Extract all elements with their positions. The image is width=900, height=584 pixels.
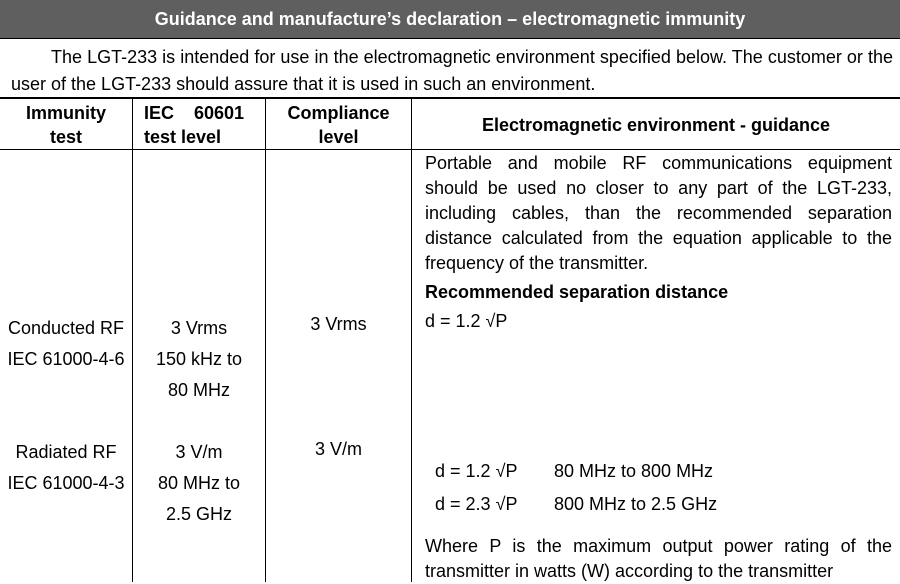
header-guidance: Electromagnetic environment - guidance: [481, 115, 831, 135]
header-bottom-border: [0, 149, 900, 150]
conducted-rf-level: 3 Vrms 150 kHz to 80 MHz: [155, 318, 243, 400]
column-divider-2: [265, 98, 266, 582]
guidance-footer: Where P is the maximum output power rating of the transmitter in watts (W) according to the transmitter: [425, 536, 892, 581]
formula-radiated-1: d = 1.2 √P 80 MHz to 800 MHz: [435, 461, 714, 481]
header-immunity-test: Immunity test: [25, 103, 106, 147]
page-title: Guidance and manufacture’s declaration – electromagnetic immunity: [0, 0, 900, 38]
radiated-rf-compliance: 3 V/m: [314, 439, 362, 459]
header-test-level: IEC 60601 test level: [144, 103, 245, 147]
intro-paragraph: The LGT-233 is intended for use in the electromagnetic environment specified below. The customer or the user of the LGT-233 should assure that it is used in such an environment.: [11, 47, 893, 94]
radiated-rf-level: 3 V/m 80 MHz to 2.5 GHz: [157, 442, 241, 524]
formula-conducted: d = 1.2 √P: [425, 311, 508, 331]
header-compliance-level: Compliance level: [287, 103, 390, 147]
column-divider-3: [411, 98, 412, 582]
table-top-border: [0, 97, 900, 99]
conducted-rf-compliance: 3 Vrms: [310, 314, 367, 334]
separation-distance-heading: Recommended separation distance: [425, 282, 729, 302]
formula-radiated-2: d = 2.3 √P 800 MHz to 2.5 GHz: [435, 494, 718, 514]
radiated-rf-test: Radiated RF IEC 61000-4-3: [7, 442, 125, 493]
title-divider: [0, 38, 900, 39]
conducted-rf-test: Conducted RF IEC 61000-4-6: [7, 318, 125, 369]
guidance-paragraph: Portable and mobile RF communications equipment should be used no closer to any part of the LGT-233, including cables, than the recommended separation distance calculated from the equation applicable to the frequency of the transmitter.: [425, 153, 892, 273]
